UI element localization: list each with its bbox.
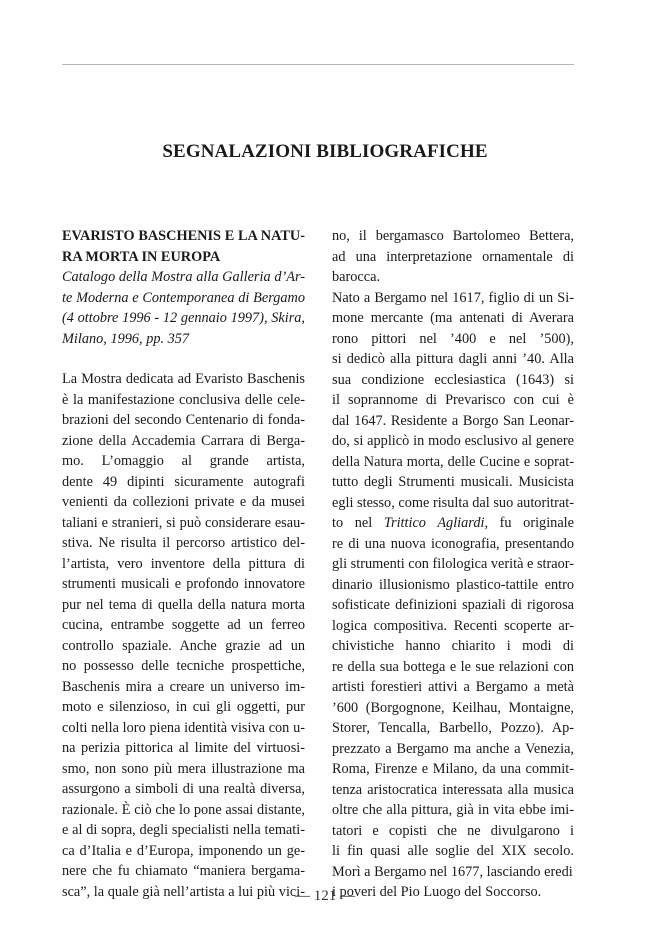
body-line: sua condizione ecclesiastica (1643) si (332, 371, 574, 388)
body-line: artisti forestieri attivi a Bergamo a metà (332, 679, 574, 695)
body-line: tatori e copisti che ne divulgarono i (332, 822, 574, 839)
body-line: rono pittori nel ’400 e nel ’500), (332, 330, 574, 347)
body-line: ’600 (Borgognone, Keilhau, Montaigne, (332, 699, 574, 716)
header-rule (62, 64, 574, 65)
body-line: tenza aristocratica interessata alla musica (332, 781, 574, 798)
body-line: assurgono a simboli di una realtà diversa, (62, 781, 305, 797)
right-column (332, 226, 574, 903)
body-line (332, 513, 574, 534)
body-line: l’artista, vero inventore della pittura di (62, 555, 305, 572)
body-line: nere che fu chiamato “maniera bergama- (62, 863, 305, 879)
review-citation-line: Milano, 1996, pp. 357 (62, 330, 190, 347)
body-line: si dedicò alla pittura dagli anni ’40. Alla (332, 351, 574, 367)
body-line: controllo spaziale. Anche grazie ad un (62, 637, 305, 654)
body-line: i poveri del Pio Luogo del Soccorso. (332, 884, 542, 900)
body-line: barocca. (332, 269, 381, 285)
section-title: SEGNALAZIONI BIBLIOGRAFICHE (162, 141, 488, 162)
body-line: tutto degli Strumenti musicali. Musicista (332, 474, 574, 490)
left-body-text (62, 369, 305, 902)
body-line: brazioni del secondo Centenario di fonda- (62, 412, 305, 428)
body-text-run: , fu originale (484, 515, 574, 531)
body-line: Roma, Firenze e Milano, da una commit- (332, 761, 574, 777)
review-citation-line: (4 ottobre 1996 - 12 gennaio 1997), Skira, (62, 310, 305, 326)
body-line: Nato a Bergamo nel 1617, figlio di un Si- (332, 289, 574, 306)
review-citation-line: Catalogo della Mostra alla Galleria d’Ar- (62, 269, 305, 285)
body-line: taliani e stranieri, si può considerare esau- (62, 514, 305, 531)
body-line: dente 49 dipinti sicuramente autografi (62, 473, 305, 490)
paragraph-gap (62, 349, 305, 369)
body-line: mo. L’omaggio al grande artista, (62, 453, 305, 469)
body-line: e al di sopra, degli specialisti nella temati- (62, 822, 305, 838)
body-line: venienti da collezioni private e da musei (62, 494, 305, 510)
body-line: oltre che alla pittura, già in vita ebbe imi- (332, 802, 574, 818)
body-line: logica compositiva. Recenti scoperte ar- (332, 617, 574, 634)
body-line: dal 1647. Residente a Borgo San Leonar- (332, 412, 574, 429)
body-text-run: to nel (332, 515, 384, 531)
body-line: è la manifestazione conclusiva delle cele- (62, 391, 305, 408)
artwork-title: Trittico Agliardi (383, 515, 485, 531)
right-body-text (332, 226, 574, 903)
body-line: na perizia pittorica al limite del virtuosi- (62, 740, 305, 756)
body-line: re della sua bottega e le sue relazioni con (332, 658, 574, 675)
body-line: re di una nuova iconografia, presentando (332, 535, 574, 552)
review-citation-line: te Moderna e Contemporanea di Bergamo (62, 289, 305, 306)
body-line: cucina, entrambe soggette ad un ferreo (62, 617, 305, 633)
body-line: egli stesso, come risulta dal suo autoritrat- (332, 494, 574, 511)
left-column (62, 226, 305, 902)
body-line: La Mostra dedicata ad Evaristo Baschenis (62, 371, 305, 387)
body-line: chivistiche hanno chiarito i modi di (332, 638, 574, 654)
body-line: il soprannome di Prevarisco con cui è (332, 392, 574, 408)
body-line: prezzato a Bergamo ma anche a Venezia, (332, 740, 574, 757)
body-line: do, si applicò in modo esclusivo al genere (332, 433, 574, 449)
review-title-line: EVARISTO BASCHENIS E LA NATU- (62, 228, 305, 244)
body-line: colti nella loro piena identità visiva con u- (62, 719, 305, 736)
body-line: sca”, la quale già nell’artista a lui più vici- (62, 883, 305, 900)
body-line: Morì a Bergamo nel 1677, lasciando eredi (332, 863, 573, 880)
body-line: smo, non sono più mera illustrazione ma (62, 760, 305, 777)
body-line: pur nel tema di quella della natura morta (62, 596, 305, 613)
body-line: sofisticate definizioni spaziali di rigorosa (332, 597, 574, 613)
body-line: gli strumenti con filologica verità e straor- (332, 556, 574, 572)
body-line: della Natura morta, delle Cucine e soprat- (332, 453, 574, 470)
body-line: zione della Accademia Carrara di Berga- (62, 432, 305, 449)
body-line: stiva. Ne risulta il percorso artistico del- (62, 535, 305, 551)
body-line: Storer, Tencalla, Barbello, Pozzo). Ap- (332, 720, 574, 736)
body-line: mone mercante (ma antenati di Averara (332, 310, 574, 326)
body-line: strumenti musicali e profondo innovatore (62, 576, 305, 592)
body-line: Baschenis mira a creare un universo im- (62, 678, 305, 695)
body-line: dinario illusionismo plastico-tattile entro (332, 576, 574, 593)
body-line: no, il bergamasco Bartolomeo Bettera, (332, 228, 574, 244)
body-line: ca d’Italia e d’Europa, imponendo un ge- (62, 842, 305, 859)
body-line: ad una interpretazione ornamentale di (332, 248, 574, 265)
body-line: moto e silenzioso, in cui gli oggetti, pur (62, 699, 305, 715)
review-title-line: RA MORTA IN EUROPA (62, 248, 221, 265)
body-line: no possesso delle tecniche prospettiche, (62, 658, 305, 674)
page-number: — 121 — (295, 888, 355, 904)
body-line: li fin quasi alle soglie del XIX secolo. (332, 843, 574, 859)
body-line: razionale. È ciò che lo pone assai distante, (62, 801, 305, 818)
